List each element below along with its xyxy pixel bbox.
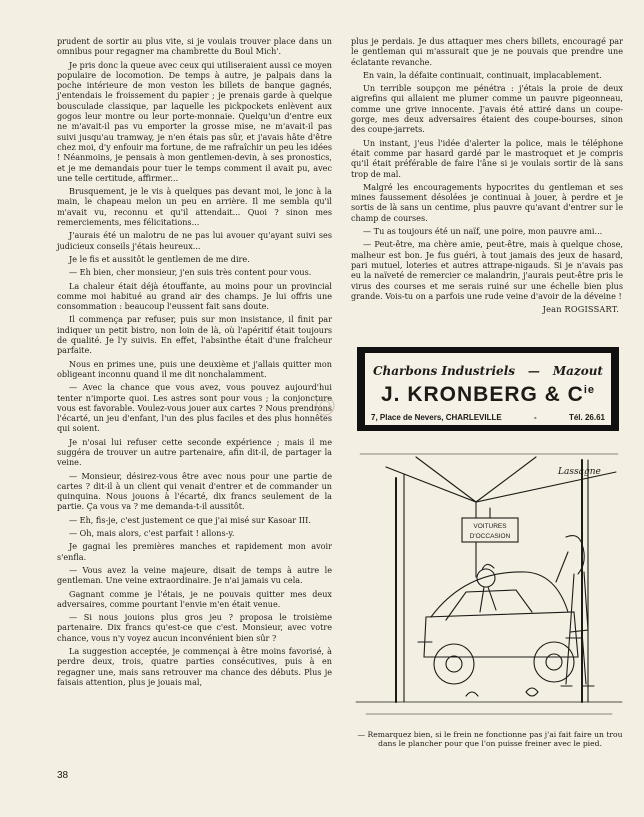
page-number: 38 [57, 770, 69, 781]
article-paragraph: J'aurais été un malotru de ne pas lui avouer qu'ayant suivi ses judicieux conseils j'étais heureux... [57, 230, 332, 251]
ad-tagline-dash: — [527, 364, 540, 378]
ad-tagline-right: Mazout [552, 364, 603, 378]
article-paragraph: Je gagnai les premières manches et rapidement mon avoir s'enfla. [57, 541, 332, 562]
article-paragraph: — Oh, mais alors, c'est parfait ! allons-y. [69, 528, 235, 539]
article-paragraph: Un terrible soupçon me pénétra : j'étais la proie de deux aigrefins qui allaient me plumer comme un pauvre pigeonneau, comme une grive innocente. J'avais été attiré dans un coupe-gorge, mes deux adversaires étaient des coupe-bourses, sinon des coupe-jarrets. [351, 83, 623, 135]
article-column-right [351, 36, 623, 315]
author-signature: Jean ROGISSART. [542, 304, 619, 315]
article-paragraph: — Si nous jouions plus gros jeu ? proposa le troisième partenaire. Dix francs qu'est-ce que c'est. Monsieur, avec votre chance, vous n'y voyez aucun inconvénient bien sûr ? [57, 612, 332, 643]
article-paragraph: Il commença par refuser, puis sur mon insistance, il finit par indiquer un petit bistro, non loin de là, où l'apéritif était toujours de qualité. Je l'y suivis. En effet, l'absinthe était d'une fraîcheur parfaite. [57, 314, 332, 356]
cartoon-caption: — Remarquez bien, si le frein ne fonctionne pas j'ai fait faire un trou dans le plancher pour que l'on puisse freiner avec le pied. [357, 730, 623, 749]
article-paragraph: — Avec la chance que vous avez, vous pouvez aujourd'hui tenter n'importe quoi. Les astres sont pour vous ; la conjoncture vous est favorable. Voulez-vous jouer aux cartes ? Nous prendrons l'écarté, un jeu d'enfant, l'un des plus faciles et des plus honnêtes qui soient. [57, 382, 332, 434]
article-paragraph: — Monsieur, désirez-vous être avec nous pour une partie de cartes ? dit-il à un client qui venait d'entrer et de commander un quinquina. Nous jouons à l'écarté, dix francs seulement de la partie. Ça vous va ? me demanda-t-il aussitôt. [57, 470, 332, 512]
ad-company-name-text: J. KRONBERG & C [380, 383, 584, 406]
article-paragraph: Je le fis et aussitôt le gentlemen de me dire. [69, 253, 250, 264]
cartoonist-signature: Lassagne [558, 467, 601, 477]
cartoon-sign-line1: VOITURES [473, 523, 507, 530]
article-paragraph: prudent de sortir au plus vite, si je voulais trouver place dans un omnibus pour regagner ma chambrette du Boul Mich'. [57, 36, 332, 57]
article-paragraph: — Eh, fis-je, c'est justement ce que j'ai misé sur Kasoar III. [69, 514, 311, 525]
ad-company-name [365, 383, 611, 407]
ad-contact [371, 411, 605, 423]
ad-company-suffix: ie [583, 384, 596, 396]
article-paragraph: En vain, la défaite continuait, continuait, implacablement. [363, 69, 602, 80]
cartoon-sign-line2: D'OCCASION [469, 533, 511, 540]
article-paragraph: La chaleur était déjà étouffante, au moins pour un provincial comme moi habitué au grand air des champs. Je lui offris une consommation : beaucoup l'eussent fait sans doute. [57, 280, 332, 312]
article-paragraph: Brusquement, je le vis à quelques pas devant moi, le jonc à la main, le chapeau melon un peu en arrière. Il me sembla qu'il m'avait vu, reconnu et qu'il attendait... Quoi ? sinon mes remerciements, mes félicitations... [57, 186, 332, 228]
article-paragraph: Malgré les encouragements hypocrites du gentleman et ses mines faussement désolées je continuai à jouer, à perdre et je sortis de là sans un centime, plus pauvre qu'avant d'entrer sur le champ de courses. [351, 181, 623, 223]
ad-separator: - [534, 412, 537, 422]
library-stamp-icon [314, 395, 336, 417]
article-paragraph: Nous en primes une, puis une deuxième et j'allais quitter mon obligeant inconnu quand il me dit nonchalamment. [57, 358, 332, 379]
article-paragraph: Je n'osai lui refuser cette seconde expérience ; mais il me suggéra de trouver un autre partenaire, afin dit-il, de partager la veine. [57, 436, 332, 468]
article-column-left [57, 36, 332, 758]
article-paragraph: plus je perdais. Je dus attaquer mes chers billets, encouragé par le gentleman qui m'assurait que je ne pouvais que prendre une éclatante revanche. [351, 36, 623, 67]
article-paragraph: — Eh bien, cher monsieur, j'en suis très content pour vous. [69, 267, 312, 278]
article-paragraph: La suggestion acceptée, je commençai à être moins favorisé, à perdre deux, trois, quatre parties consécutives, puis à en regagner une, mais sans retrouver ma chance des débuts. Plus je faisais attention, plus je jouais mal, [57, 646, 332, 687]
ad-address: 7, Place de Nevers, CHARLEVILLE [371, 412, 502, 422]
article-paragraph: — Vous avez la veine majeure, disait de temps à autre le gentleman. Une veine extraordinaire. Je n'ai jamais vu cela. [57, 564, 332, 586]
article-paragraph: — Tu as toujours été un naïf, une poire, mon pauvre ami... [363, 226, 603, 237]
cartoon-illustration [356, 452, 622, 722]
article-paragraph: Un instant, j'eus l'idée d'alerter la police, mais le téléphone était comme par hasard gardé par le mastroquet et je compris qu'il était préférable de faire l'âne si je voulais sortir de là sans trop de mal. [351, 137, 623, 179]
advertisement-kronberg [357, 347, 619, 431]
article-paragraph: Je pris donc la queue avec ceux qui utiliseraient aussi ce moyen populaire de locomotion. De temps à autre, je palpais dans la poche intérieure de mon veston les billets de banque gagnés, j'entendais le froissement du papier ; je prenais garde à quelque bousculade classique, par laquelle les pickpockets enlèvent aux gogos leur montre ou leur porte-monnaie. Quelqu'un d'entre eux ne m'avait-il pas vu emporter la grosse mise, ne m'avait-il pas suivi jusqu'au tramway, je n'en étais pas sûr, et j'avais hâte d'être chez moi, d'y enfouir ma fortune, de me rafraîchir un peu les idées ! Néanmoins, je pensais à mon gentlemen-devin, à ses pronostics, et je me demandais pour tuer le temps comment il avait pu, avec une telle certitude, affirmer... [57, 59, 332, 183]
article-paragraph: — Peut-être, ma chère amie, peut-être, mais à quelque chose, malheur est bon. Je fus guéri, à tout jamais des jeux de hasard, pari mutuel, loteries et autres attrape-nigauds. Si je n'avais pas eu la naïveté de remercier ce malandrin, j'aurais peut-être pris le virus des courses et me serais ruiné sur une échelle bien plus grande. Vois-tu on a parfois une rude veine d'avoir de la déveine ! [351, 239, 623, 301]
ad-tagline-left: Charbons Industriels [373, 364, 516, 378]
advertisement-panel [365, 353, 611, 425]
ad-phone: Tél. 26.61 [568, 412, 605, 422]
ad-tagline [373, 361, 603, 381]
article-paragraph: Gagnant comme je l'étais, je ne pouvais quitter mes deux adversaires, comme pourtant l'envie m'en était venue. [57, 588, 332, 609]
